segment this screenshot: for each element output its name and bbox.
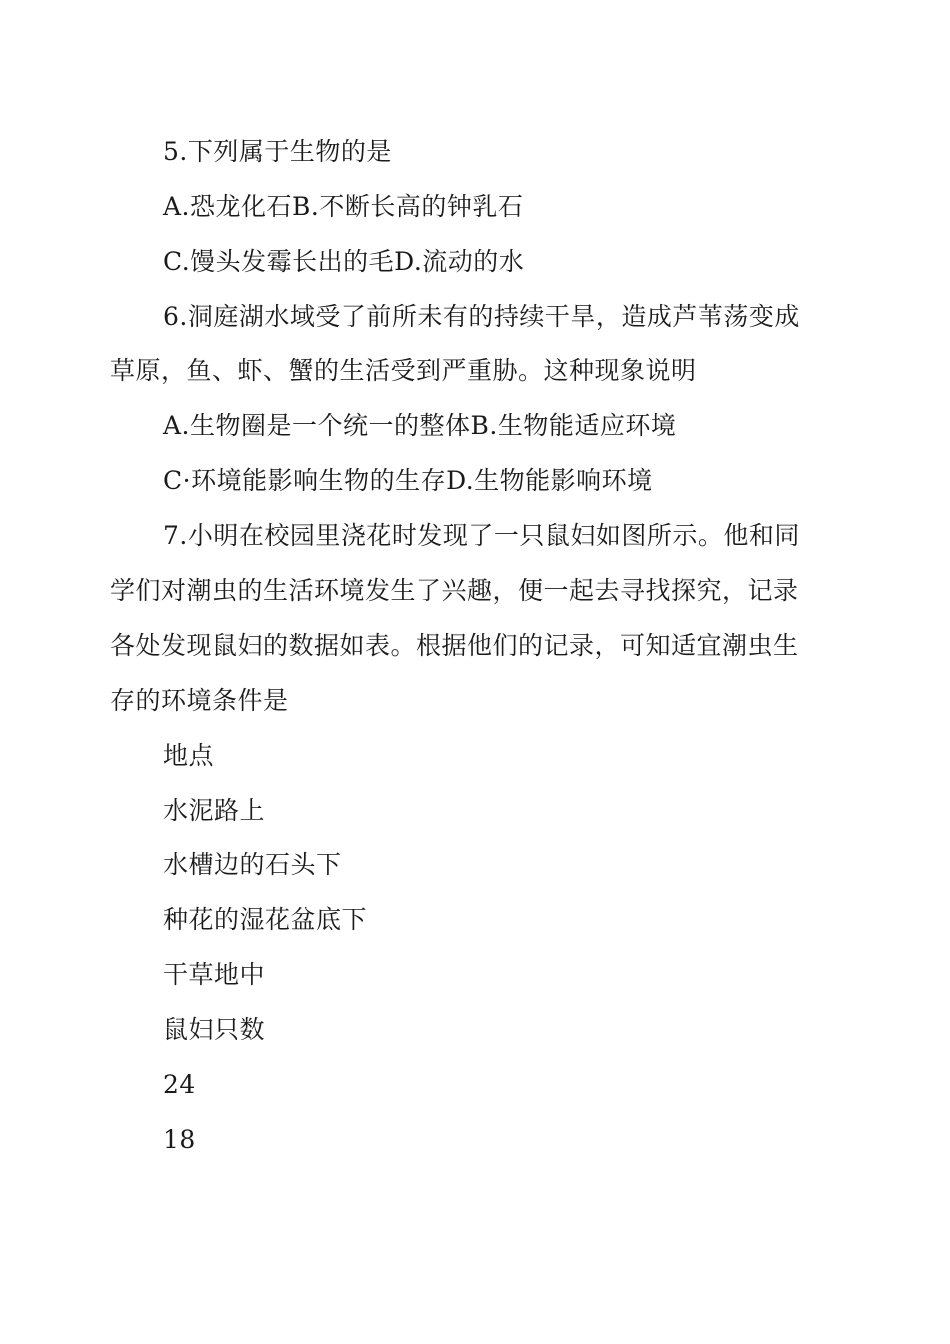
question-7-stem-line-4: 存的环境条件是 (110, 686, 289, 715)
question-7-stem-line-3: 各处发现鼠妇的数据如表。根据他们的记录，可知适宜潮虫生 (110, 631, 799, 660)
question-6-stem-line-1: 6.洞庭湖水域受了前所未有的持续干旱，造成芦苇荡变成 (163, 302, 800, 331)
question-5-options-cd: C.馒头发霉长出的毛D.流动的水 (163, 247, 525, 276)
question-5-options-ab: A.恐龙化石B.不断长高的钟乳石 (163, 192, 524, 221)
table-count-2: 18 (163, 1125, 196, 1154)
table-count-1: 24 (163, 1070, 196, 1099)
question-6-options-ab: A.生物圈是一个统一的整体B.生物能适应环境 (163, 411, 677, 440)
table-location-3: 种花的湿花盆底下 (163, 905, 368, 934)
question-6-options-cd: C·环境能影响生物的生存D.生物能影响环境 (163, 466, 653, 495)
table-header-location: 地点 (163, 741, 215, 770)
question-7-stem-line-1: 7.小明在校园里浇花时发现了一只鼠妇如图所示。他和同 (163, 521, 800, 550)
table-location-1: 水泥路上 (163, 796, 266, 825)
question-7-stem-line-2: 学们对潮虫的生活环境发生了兴趣，便一起去寻找探究，记录 (110, 576, 799, 605)
table-location-2: 水槽边的石头下 (163, 850, 342, 879)
table-header-count: 鼠妇只数 (163, 1015, 266, 1044)
table-location-4: 干草地中 (163, 960, 266, 989)
question-5-stem: 5.下列属于生物的是 (163, 137, 392, 166)
question-6-stem-line-2: 草原，鱼、虾、蟹的生活受到严重胁。这种现象说明 (110, 356, 697, 385)
